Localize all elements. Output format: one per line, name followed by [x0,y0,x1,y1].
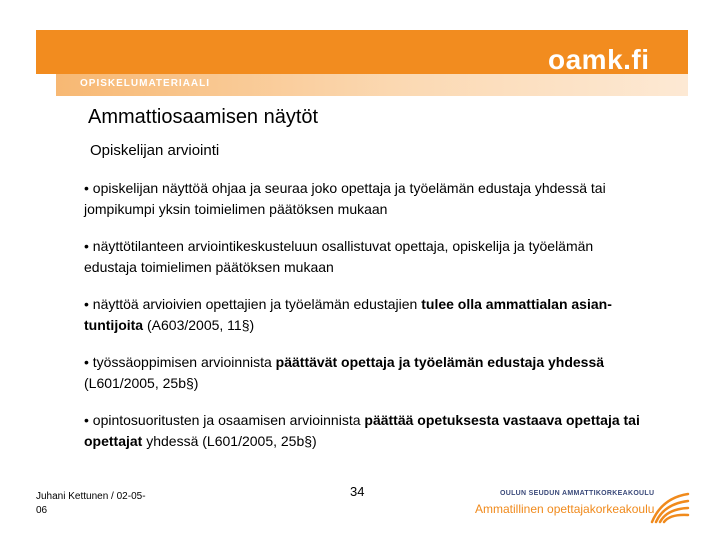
slide-title: Ammattiosaamisen näytöt [88,106,319,128]
bullet-item [84,178,644,220]
footer-author: Juhani Kettunen / 02-05-06 [36,491,146,516]
bullet-text: • näyttötilanteen arviointikeskusteluun osallistuvat opettaja, opiskelija ja työelämän edustaja toimielimen päätöksen mukaan [84,238,594,275]
brand-logo[interactable]: oamk.fi [548,44,650,75]
bullet-emphasis: tulee olla ammattialan asian-tuntijoita [84,296,612,333]
footer-logo-top: OULUN SEUDUN AMMATTIKORKEAKOULU [500,490,655,497]
bullet-item [84,352,644,394]
section-label: OPISKELUMATERIAALI [80,78,211,89]
bullet-text: • opiskelijan näyttöä ohjaa ja seuraa joko opettaja ja työelämän edustaja yhdessä tai jompikumpi yksin toimielimen päätöksen mukaan [84,180,606,217]
slide-subtitle: Opiskelijan arviointi [90,142,220,159]
bullet-emphasis: päättävät opettaja ja työelämän edustaja yhdessä [275,354,605,370]
footer-logo-bottom: Ammatillinen opettajakorkeakoulu [475,502,655,516]
bullet-text: • näyttöä arvioivien opettajien ja työelämän edustajien [84,296,422,312]
bullet-item [84,410,644,452]
bullet-text: • opintosuoritusten ja osaamisen arvioinnista [84,412,365,428]
bullet-item [84,236,644,278]
bullet-list [84,178,644,468]
bullet-text: yhdessä (L601/2005, 25b§) [142,433,317,449]
sun-rays-icon [648,488,692,524]
page-number: 34 [350,484,365,499]
bullet-emphasis: päättää opetuksesta vastaava opettaja tai opettajat [84,412,640,449]
bullet-item [84,294,644,336]
bullet-text: • työssäoppimisen arvioinnista [84,354,276,370]
bullet-text: (A603/2005, 11§) [143,317,255,333]
bullet-text: (L601/2005, 25b§) [84,375,199,391]
